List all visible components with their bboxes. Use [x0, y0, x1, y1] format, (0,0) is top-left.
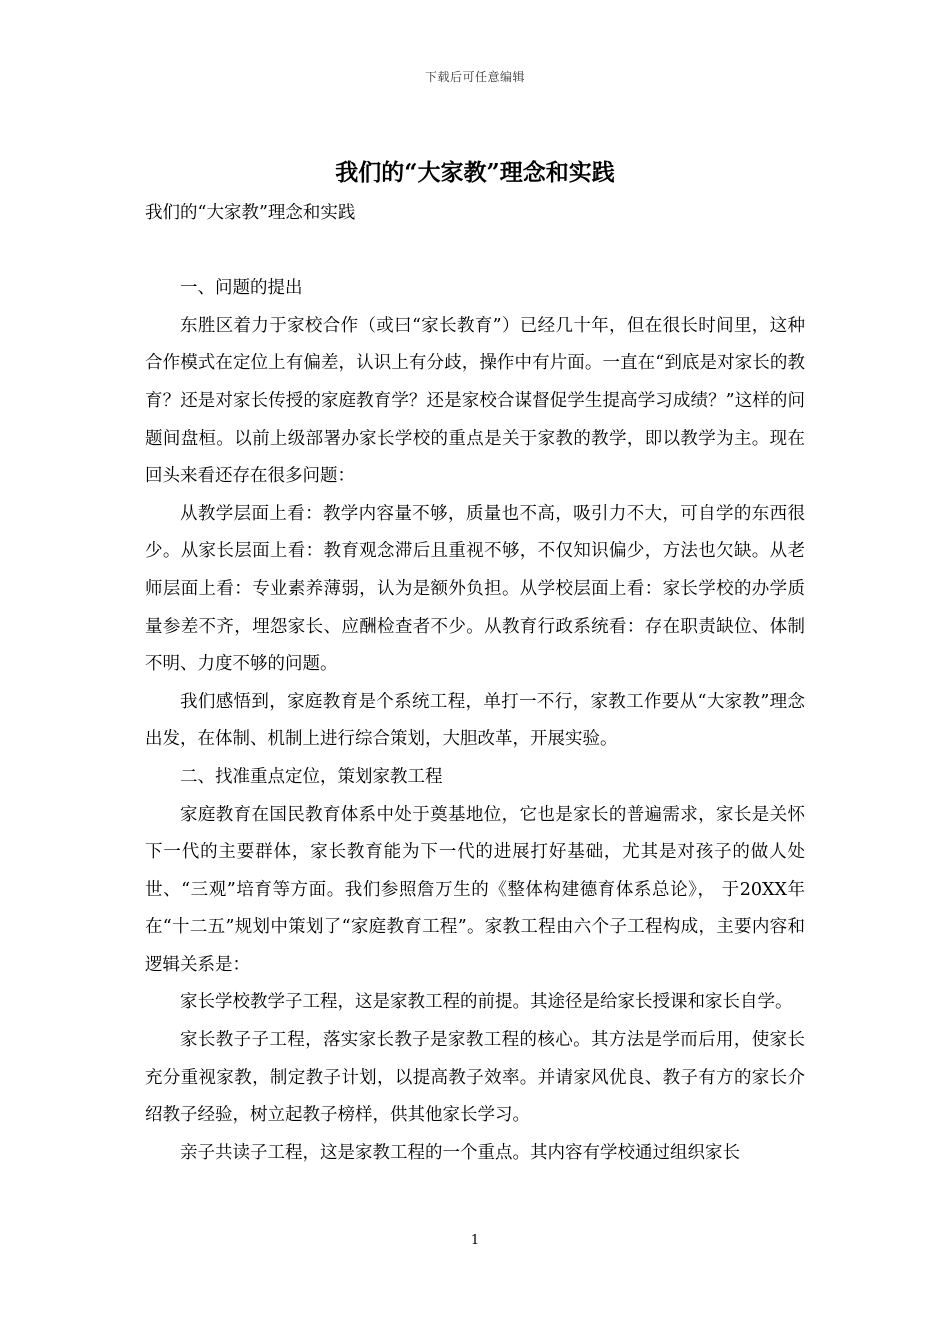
- page-number: 1: [470, 1233, 480, 1248]
- paragraph: 家庭教育在国民教育体系中处于奠基地位，它也是家长的普遍需求，家长是关怀下一代的主要群体，家长教育能为下一代的进展打好基础，尤其是对孩子的做人处世、“三观”培育等方面。我们参照詹万生的《整体构建德育体系总论》， 于20XX年在“十二五”规划中策划了“家庭教育工程”。家教工程由六个子工程构成，主要内容和逻辑关系是：: [145, 804, 805, 975]
- document-title: 我们的“大家教”理念和实践: [335, 159, 615, 186]
- document-body: [145, 195, 805, 1172]
- section-heading-1: 一、问题的提出: [180, 278, 303, 299]
- blank-line: [145, 233, 805, 271]
- subtitle-line: 我们的“大家教”理念和实践: [145, 203, 356, 223]
- section-heading-2: 二、找准重点定位，策划家教工程: [180, 766, 443, 787]
- paragraph: 家长教子子工程，落实家长教子是家教工程的核心。其方法是学而后用，使家长充分重视家教，制定教子计划，以提高教子效率。并请家风优良、教子有方的家长介绍教子经验，树立起教子榜样，供其他家长学习。: [145, 1030, 805, 1126]
- paragraph: 从教学层面上看：教学内容量不够，质量也不高，吸引力不大，可自学的东西很少。从家长层面上看：教育观念滞后且重视不够，不仅知识偏少，方法也欠缺。从老师层面上看：专业素养薄弱，认为是额外负担。从学校层面上看：家长学校的办学质量参差不齐，埋怨家长、应酬检查者不少。从教育行政系统看：存在职责缺位、体制不明、力度不够的问题。: [145, 503, 805, 675]
- header-note: 下载后可任意编辑: [424, 70, 525, 84]
- paragraph: 家长学校教学子工程，这是家教工程的前提。其途径是给家长授课和家长自学。: [180, 992, 793, 1013]
- paragraph: 我们感悟到，家庭教育是个系统工程，单打一不行，家教工作要从“大家教”理念出发，在体制、机制上进行综合策划，大胆改革，开展实验。: [145, 691, 805, 750]
- paragraph: 亲子共读子工程，这是家教工程的一个重点。其内容有学校通过组织家长: [180, 1142, 740, 1163]
- paragraph: 东胜区着力于家校合作（或曰“家长教育”）已经几十年，但在很长时间里，这种合作模式在定位上有偏差，认识上有分歧，操作中有片面。一直在“到底是对家长的教育？还是对家长传授的家庭教育学？还是家校合谋督促学生提高学习成绩？”这样的问题间盘桓。以前上级部署办家长学校的重点是关于家教的教学，即以教学为主。现在回头来看还存在很多问题：: [145, 315, 805, 487]
